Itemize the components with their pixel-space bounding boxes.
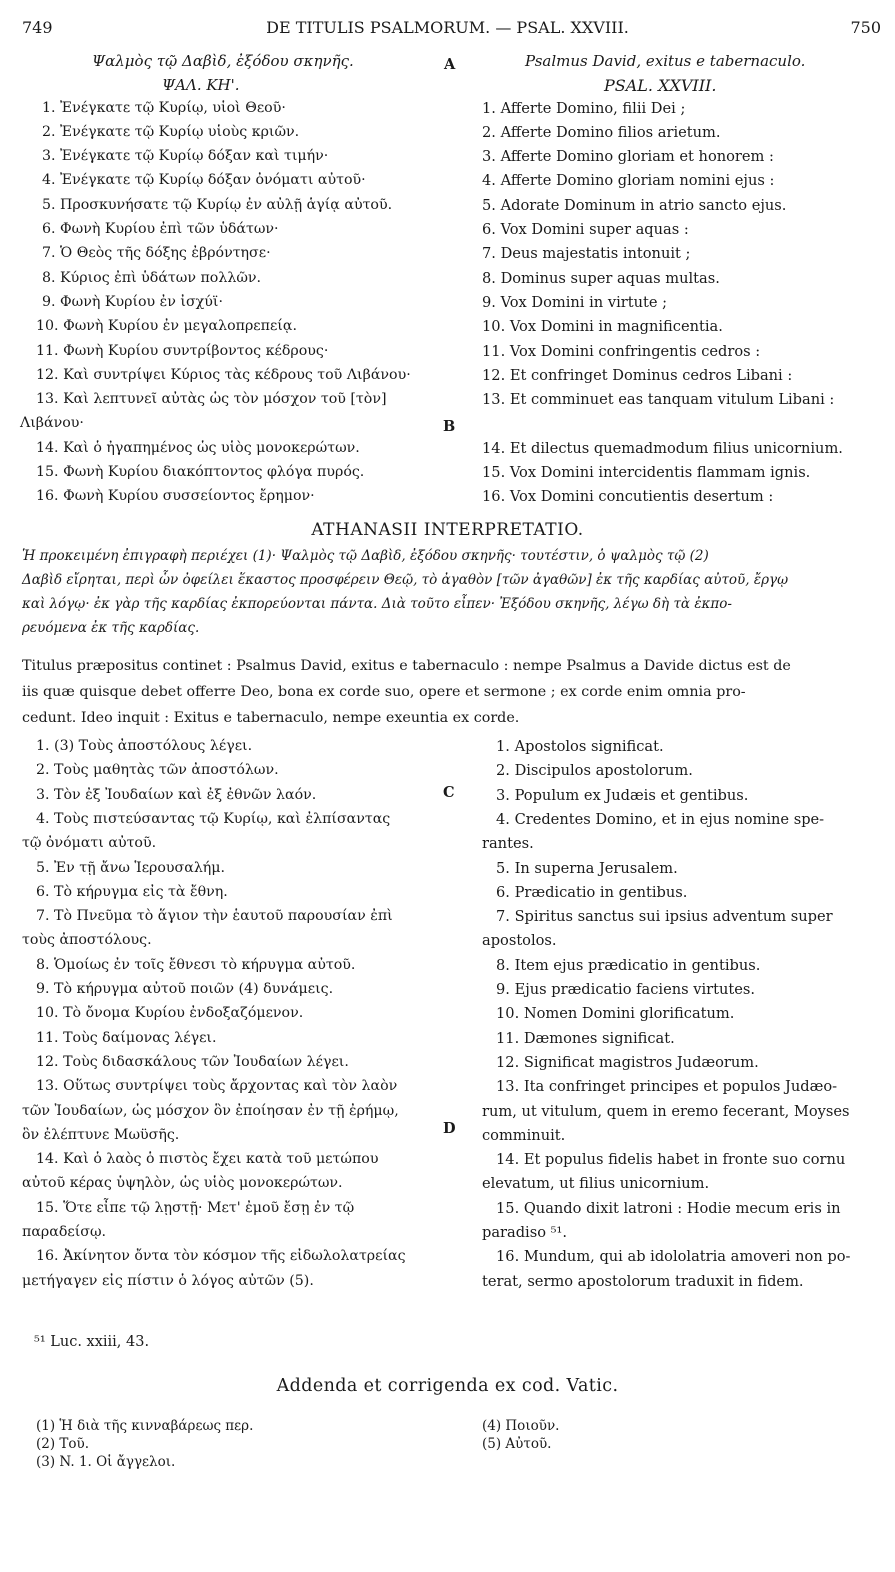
psalm-latin-verse: 2. Afferte Domino filios arietum. (482, 124, 721, 141)
interpretatio-greek-line: 2. Τοὺς μαθητὰς τῶν ἀποστόλων. (36, 762, 279, 779)
interpretatio-greek-line: αὐτοῦ κέρας ὑψηλὸν, ὡς υἱὸς μονοκερώτων. (22, 1175, 343, 1192)
interpretatio-latin-line: 15. Quando dixit latroni : Hodie mecum eris in (496, 1199, 841, 1217)
greek-paragraph-line: Δαβὶδ εἴρηται, περὶ ὧν ὀφείλει ἕκαστος προσφέρειν Θεῷ, τὸ ἀγαθὸν [τῶν ἀγαθῶν] ἐκ τῆς καρδίας αὐτοῦ, ἔργῳ (22, 572, 789, 588)
interpretatio-latin-line: 12. Significat magistros Judæorum. (496, 1053, 759, 1071)
psalm-greek-verse: Λιβάνου· (20, 415, 84, 431)
page-number-left: 749 (22, 18, 53, 37)
interpretatio-latin-line: terat, sermo apostolorum traduxit in fidem. (482, 1272, 804, 1290)
psalm-greek-verse: 13. Καὶ λεπτυνεῖ αὐτὰς ὡς τὸν μόσχον τοῦ [τὸν] (36, 391, 387, 407)
interpretatio-greek-line: μετήγαγεν εἰς πίστιν ὁ λόγος αὐτῶν (5). (22, 1272, 314, 1289)
psalm-latin-verse: 3. Afferte Domino gloriam et honorem : (482, 148, 774, 165)
interpretatio-latin-line: 8. Item ejus prædicatio in gentibus. (496, 956, 761, 974)
margin-marker-c: C (443, 784, 455, 801)
interpretatio-greek-line: 15. Ὅτε εἶπε τῷ λῃστῇ· Μετ' ἐμοῦ ἔσῃ ἐν τῷ (36, 1199, 355, 1216)
running-title: DE TITULIS PSALMORUM. — PSAL. XXVIII. (266, 18, 629, 37)
psalm-greek-number: ΨΑΛ. ΚΗ'. (162, 76, 240, 94)
psalm-greek-verse: 2. Ἐνέγκατε τῷ Κυρίῳ υἱοὺς κριῶν. (42, 124, 300, 140)
interpretatio-latin-line: 6. Prædicatio in gentibus. (496, 883, 688, 901)
interpretatio-greek-line: τοὺς ἀποστόλους. (22, 932, 152, 949)
interpretatio-latin-line: 3. Populum ex Judæis et gentibus. (496, 786, 749, 804)
interpretatio-greek-line: 6. Τὸ κήρυγμα εἰς τὰ ἔθνη. (36, 883, 228, 900)
psalm-latin-verse: 15. Vox Domini intercidentis flammam ignis. (482, 464, 811, 481)
interpretatio-greek-line: 11. Τοὺς δαίμονας λέγει. (36, 1029, 217, 1046)
psalm-greek-title: Ψαλμὸς τῷ Δαβὶδ, ἐξόδου σκηνῆς. (92, 52, 354, 70)
psalm-latin-verse: 8. Dominus super aquas multas. (482, 270, 720, 287)
footnote: ⁵¹ Luc. xxiii, 43. (34, 1334, 150, 1350)
page-number-right: 750 (850, 18, 881, 37)
psalm-latin-verse: 14. Et dilectus quemadmodum filius unicornium. (482, 440, 843, 457)
interpretatio-greek-line: τῶν Ἰουδαίων, ὡς μόσχον ὃν ἐποίησαν ἐν τῇ ἐρήμῳ, (22, 1102, 399, 1119)
interpretatio-latin-line: 13. Ita confringet principes et populos Judæo- (496, 1078, 838, 1096)
psalm-greek-verse: 16. Φωνὴ Κυρίου συσσείοντος ἔρημον· (36, 488, 315, 504)
psalm-greek-verse: 7. Ὁ Θεὸς τῆς δόξης ἐβρόντησε· (42, 245, 271, 261)
psalm-latin-verse: 6. Vox Domini super aquas : (482, 221, 689, 238)
interpretatio-latin-line: 9. Ejus prædicatio faciens virtutes. (496, 981, 756, 998)
interpretatio-greek-line: 14. Καὶ ὁ λαὸς ὁ πιστὸς ἔχει κατὰ τοῦ μετώπου (36, 1151, 379, 1168)
psalm-latin-verse: 4. Afferte Domino gloriam nomini ejus : (482, 172, 775, 189)
psalm-latin-verse: 5. Adorate Dominum in atrio sancto ejus. (482, 197, 787, 214)
psalm-latin-verse: 1. Afferte Domino, filii Dei ; (482, 100, 686, 117)
addenda-right-item: (4) Ποιοῦν. (482, 1418, 560, 1434)
greek-paragraph-line: καὶ λόγῳ· ἐκ γὰρ τῆς καρδίας ἐκπορεύονται πάντα. Διὰ τοῦτο εἶπεν· Ἐξόδου σκηνῆς, λέγω δὴ τὰ ἐκπο- (22, 596, 732, 612)
psalm-latin-verse: 13. Et comminuet eas tanquam vitulum Libani : (482, 391, 835, 408)
interpretatio-latin-line: rum, ut vitulum, quem in eremo fecerant, Moyses (482, 1102, 850, 1120)
psalm-greek-verse: 10. Φωνὴ Κυρίου ἐν μεγαλοπρεπείᾳ. (36, 318, 297, 334)
psalm-greek-verse: 11. Φωνὴ Κυρίου συντρίβοντος κέδρους· (36, 343, 329, 359)
interpretatio-latin-line: 5. In superna Jerusalem. (496, 859, 678, 877)
interpretatio-latin-line: 7. Spiritus sanctus sui ipsius adventum super (496, 908, 833, 926)
interpretatio-greek-line: παραδείσῳ. (22, 1224, 107, 1240)
interpretatio-greek-line: 10. Τὸ ὄνομα Κυρίου ἐνδοξαζόμενον. (36, 1005, 304, 1022)
interpretatio-latin-line: 14. Et populus fidelis habet in fronte suo cornu (496, 1151, 846, 1169)
psalm-greek-verse: 3. Ἐνέγκατε τῷ Κυρίῳ δόξαν καὶ τιμήν· (42, 148, 329, 164)
psalm-latin-title: Psalmus David, exitus e tabernaculo. (525, 52, 806, 70)
psalm-greek-verse: 15. Φωνὴ Κυρίου διακόπτοντος φλόγα πυρός. (36, 464, 365, 480)
greek-paragraph-line: ρευόμενα ἐκ τῆς καρδίας. (22, 620, 200, 636)
psalm-greek-verse: 4. Ἐνέγκατε τῷ Κυρίῳ δόξαν ὀνόματι αὐτοῦ· (42, 172, 366, 188)
interpretatio-latin-line: 11. Dæmones significat. (496, 1029, 675, 1047)
interpretatio-latin-line: elevatum, ut filius unicornium. (482, 1175, 710, 1193)
psalm-latin-verse: 11. Vox Domini confringentis cedros : (482, 343, 761, 360)
psalm-latin-verse: 12. Et confringet Dominus cedros Libani : (482, 367, 793, 384)
interpretatio-greek-line: 9. Τὸ κήρυγμα αὐτοῦ ποιῶν (4) δυνάμεις. (36, 981, 334, 997)
interpretatio-latin-line: rantes. (482, 835, 534, 853)
section-title: ATHANASII INTERPRETATIO. (311, 520, 584, 540)
psalm-greek-verse: 5. Προσκυνήσατε τῷ Κυρίῳ ἐν αὐλῇ ἁγίᾳ αὐτοῦ. (42, 197, 393, 213)
margin-marker-d: D (443, 1120, 456, 1137)
interpretatio-greek-line: τῷ ὀνόματι αὐτοῦ. (22, 835, 157, 852)
psalm-greek-verse: 9. Φωνὴ Κυρίου ἐν ἰσχύϊ· (42, 294, 223, 310)
interpretatio-greek-line: 1. (3) Τοὺς ἀποστόλους λέγει. (36, 738, 253, 754)
interpretatio-latin-line: comminuit. (482, 1126, 566, 1144)
interpretatio-greek-line: ὃν ἐλέπτυνε Μωϋσῆς. (22, 1126, 180, 1143)
interpretatio-greek-line: 3. Τὸν ἐξ Ἰουδαίων καὶ ἐξ ἐθνῶν λαόν. (36, 786, 317, 803)
interpretatio-greek-line: 4. Τοὺς πιστεύσαντας τῷ Κυρίῳ, καὶ ἐλπίσαντας (36, 810, 391, 827)
psalm-greek-verse: 8. Κύριος ἐπὶ ὑδάτων πολλῶν. (42, 270, 262, 286)
psalm-latin-verse: 16. Vox Domini concutientis desertum : (482, 488, 774, 505)
interpretatio-latin-line: 1. Apostolos significat. (496, 738, 664, 755)
psalm-greek-verse: 1. Ἐνέγκατε τῷ Κυρίῳ, υἱοὶ Θεοῦ· (42, 100, 286, 116)
interpretatio-greek-line: 13. Οὕτως συντρίψει τοὺς ἄρχοντας καὶ τὸν λαὸν (36, 1078, 398, 1095)
interpretatio-latin-line: paradiso ⁵¹. (482, 1224, 567, 1241)
addenda-title: Addenda et corrigenda ex cod. Vatic. (276, 1376, 619, 1396)
psalm-latin-verse: 10. Vox Domini in magnificentia. (482, 318, 723, 335)
latin-paragraph-line: iis quæ quisque debet offerre Deo, bona ex corde suo, opere et sermone ; ex corde enim omnia pro- (22, 684, 746, 700)
interpretatio-greek-line: 16. Ἀκίνητον ὄντα τὸν κόσμον τῆς εἰδωλολατρείας (36, 1248, 406, 1265)
margin-marker-a: A (444, 56, 456, 73)
interpretatio-latin-line: 2. Discipulos apostolorum. (496, 762, 693, 780)
addenda-left-item: (1) Ἡ διὰ τῆς κινναβάρεως περ. (36, 1418, 254, 1434)
interpretatio-latin-line: 16. Mundum, qui ab idololatria amoveri non po- (496, 1248, 851, 1266)
interpretatio-latin-line: 4. Credentes Domino, et in ejus nomine spe- (496, 810, 825, 828)
latin-paragraph-line: cedunt. Ideo inquit : Exitus e tabernaculo, nempe exeuntia ex corde. (22, 710, 520, 726)
addenda-left-item: (3) N. 1. Οἱ ἄγγελοι. (36, 1454, 176, 1470)
greek-paragraph-line: Ἡ προκειμένη ἐπιγραφὴ περιέχει (1)· Ψαλμὸς τῷ Δαβὶδ, ἐξόδου σκηνῆς· τουτέστιν, ὁ ψαλμὸς τῷ (2) (22, 548, 709, 564)
interpretatio-greek-line: 8. Ὁμοίως ἐν τοῖς ἔθνεσι τὸ κήρυγμα αὐτοῦ. (36, 956, 356, 973)
addenda-left-item: (2) Τοῦ. (36, 1436, 90, 1452)
latin-paragraph-line: Titulus præpositus continet : Psalmus David, exitus e tabernaculo : nempe Psalmus a Davide dictus est de (22, 658, 791, 674)
addenda-right-item: (5) Αὐτοῦ. (482, 1436, 552, 1452)
psalm-greek-verse: 14. Καὶ ὁ ἠγαπημένος ὡς υἱὸς μονοκερώτων. (36, 440, 360, 456)
interpretatio-greek-line: 12. Τοὺς διδασκάλους τῶν Ἰουδαίων λέγει. (36, 1053, 349, 1070)
margin-marker-b: B (443, 418, 456, 435)
interpretatio-greek-line: 7. Τὸ Πνεῦμα τὸ ἅγιον τὴν ἑαυτοῦ παρουσίαν ἐπὶ (36, 908, 393, 925)
interpretatio-greek-line: 5. Ἐν τῇ ἄνω Ἱερουσαλήμ. (36, 859, 226, 876)
psalm-latin-verse: 9. Vox Domini in virtute ; (482, 294, 668, 311)
psalm-greek-verse: 12. Καὶ συντρίψει Κύριος τὰς κέδρους τοῦ Λιβάνου· (36, 367, 411, 383)
psalm-latin-number: PSAL. XXVIII. (604, 76, 717, 95)
interpretatio-latin-line: 10. Nomen Domini glorificatum. (496, 1005, 735, 1023)
interpretatio-latin-line: apostolos. (482, 932, 557, 950)
psalm-greek-verse: 6. Φωνὴ Κυρίου ἐπὶ τῶν ὑδάτων· (42, 221, 279, 237)
psalm-latin-verse: 7. Deus majestatis intonuit ; (482, 245, 691, 262)
